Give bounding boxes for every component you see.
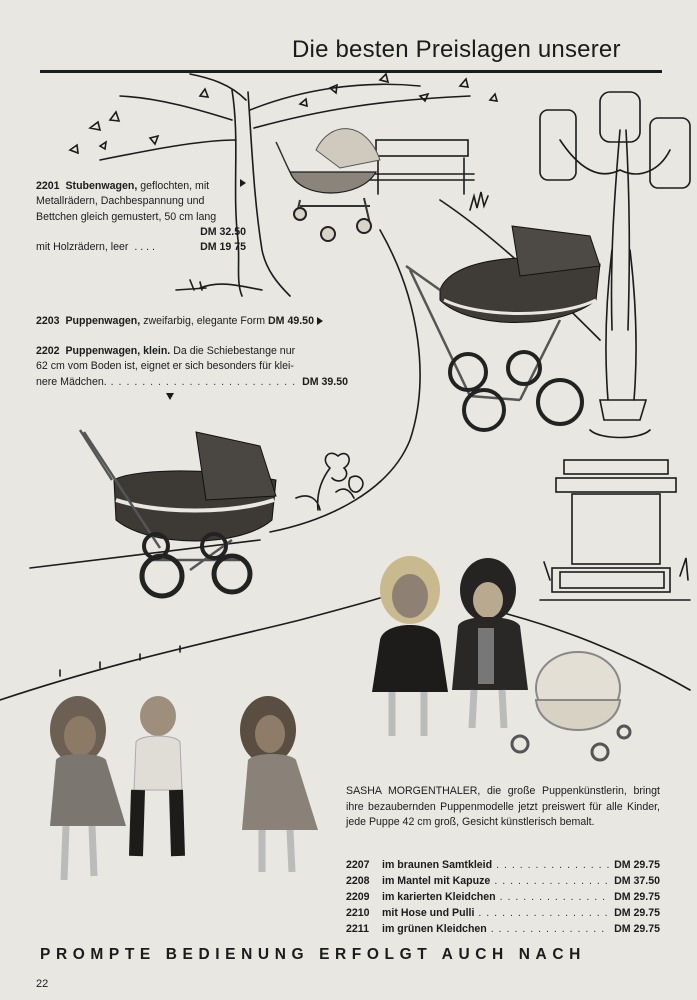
list-item: 2210 mit Hose und Pulli . . . DM 29.75 bbox=[346, 905, 660, 921]
arrow-down-icon bbox=[166, 393, 174, 400]
pram-2203-image bbox=[406, 226, 600, 430]
doll-trousers-pulli-image bbox=[134, 696, 182, 856]
title-rule bbox=[40, 70, 662, 73]
arrow-right-icon bbox=[317, 317, 323, 325]
list-item: 2209 im karierten Kleidchen . . . DM 29.75 bbox=[346, 889, 660, 905]
item-name: Stubenwagen, bbox=[65, 180, 138, 192]
item-desc: zweifarbig, elegante Form bbox=[143, 315, 266, 327]
page-number: 22 bbox=[36, 978, 49, 990]
item-price: DM 32.50 bbox=[200, 225, 246, 238]
doll-green-dress-image bbox=[240, 696, 318, 872]
bassinet-image bbox=[276, 129, 380, 241]
item-name: Puppenwagen, bbox=[65, 315, 141, 327]
lamp-base bbox=[564, 460, 668, 474]
item-2202 bbox=[36, 344, 348, 390]
doll-coat-hood-image bbox=[452, 558, 528, 728]
list-item: 2211 im grünen Kleidchen . . . DM 29.75 bbox=[346, 921, 660, 937]
doll-checked-dress-image bbox=[50, 696, 126, 880]
arrow-right-icon bbox=[240, 179, 246, 187]
pram-2202-image bbox=[80, 430, 276, 596]
item-desc: geflochten, mit bbox=[140, 180, 210, 192]
footer-banner: PROMPTE BEDIENUNG ERFOLGT AUCH NACH bbox=[40, 946, 586, 963]
item-2203 bbox=[36, 314, 366, 329]
item-desc: Da die Schiebestange nur bbox=[173, 345, 296, 357]
item-variant-price: DM 19 75 bbox=[200, 241, 246, 254]
item-price: DM 49.50 bbox=[268, 315, 314, 327]
item-code: 2201 bbox=[36, 180, 60, 192]
item-code: 2203 bbox=[36, 315, 60, 327]
item-name: Puppenwagen, klein. bbox=[65, 345, 171, 357]
item-code: 2202 bbox=[36, 345, 60, 357]
doll-price-list bbox=[346, 857, 660, 937]
item-desc-line: Metallrädern, Dachbespannung und bbox=[36, 195, 205, 208]
item-desc-line: nere Mädchen. bbox=[36, 375, 107, 388]
lamp-post bbox=[611, 130, 629, 330]
item-2201 bbox=[36, 179, 246, 255]
list-item: 2207 im braunen Samtkleid . . . DM 29.75 bbox=[346, 857, 660, 873]
doll-velvet-dress-image bbox=[372, 556, 448, 736]
item-desc-line: 62 cm vom Boden ist, eignet er sich besonders für klei- bbox=[36, 360, 294, 373]
item-price: DM 39.50 bbox=[302, 375, 348, 388]
list-item: 2208 im Mantel mit Kapuze . . . DM 37.50 bbox=[346, 873, 660, 889]
sasha-description: SASHA MORGENTHALER, die große Puppenkünstlerin, bringt ihre bezaubernden Puppenmodelle jetzt preiswert für alle Kinder, jede Puppe 42 cm groß, Gesicht künstlerisch bemalt. bbox=[346, 785, 660, 828]
toy-bassinet-image bbox=[512, 652, 630, 760]
item-desc-line: Bettchen gleich gemustert, 50 cm lang bbox=[36, 210, 217, 223]
page-title: Die besten Preislagen unserer bbox=[292, 36, 621, 63]
item-variant: mit Holzrädern, leer . . . . bbox=[36, 241, 155, 254]
